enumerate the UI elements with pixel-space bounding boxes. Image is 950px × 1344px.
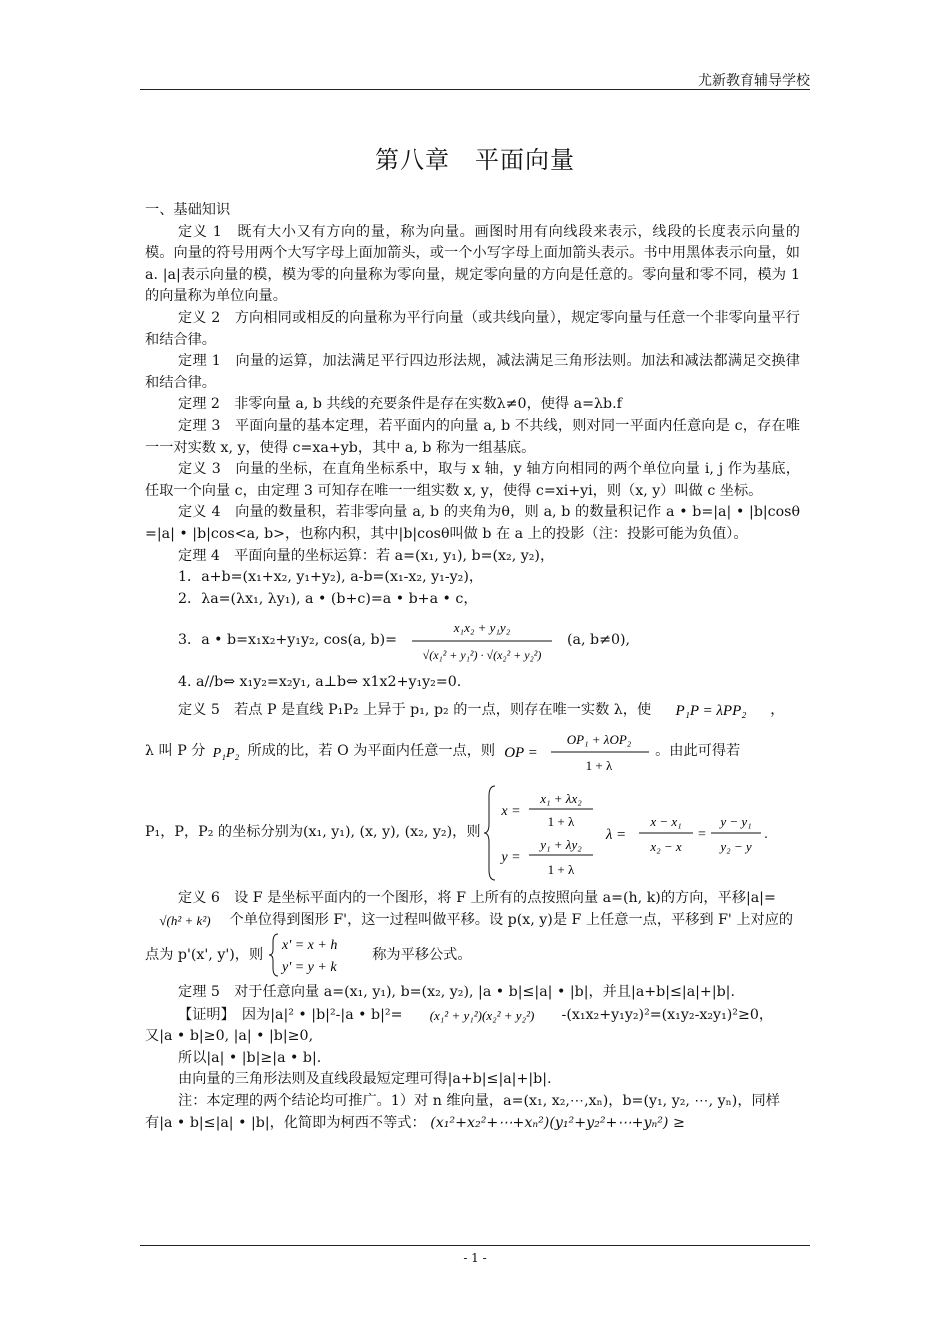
p1p2-segment	[205, 740, 247, 764]
system-x-left: x =	[500, 803, 521, 819]
theorem-4: 定理 4 平面向量的坐标运算：若 a=(x₁, y₁), b=(x₂, y₂)，	[178, 547, 555, 564]
theorem-3: 定理 3 平面向量的基本定理，若平面内的向量 a, b 不共线，则对同一平面内任意向是 c，存在唯一一对实数 x, y，使得 c=xa+yb，其中 a, b 称为一组基底。	[145, 417, 800, 456]
p1p2-segment-text: P₁P₂	[213, 745, 240, 761]
system-x-denominator: 1 + λ	[547, 813, 574, 829]
translation-formula	[268, 932, 368, 978]
system-x-numerator: x₁ + λx₂	[539, 790, 582, 806]
op-numerator: OP₁ + λOP₂	[566, 731, 632, 747]
cosine-denominator: √(x₁² + y₁²) · √(x₂² + y₂²)	[422, 648, 542, 663]
proof-triangle: 由向量的三角形法则及直线段最短定理可得|a+b|≤|a|+|b|.	[178, 1071, 552, 1088]
system-y-numerator: y₁ + λy₂	[539, 836, 582, 852]
lambda-denominator-2: y₂ − y	[719, 838, 752, 854]
page-number: - 1 -	[463, 1251, 487, 1265]
theorem-4-item-3-condition: (a, b≠0),	[567, 632, 631, 649]
lambda-numerator-2: y − y₁	[719, 813, 752, 829]
definition-5-text-a: 定义 5 若点 P 是直线 P₁P₂ 上异于 p₁, p₂ 的一点，则存在唯一实数 λ，使	[178, 701, 652, 718]
theorem-5: 定理 5 对于任意向量 a=(x₁, y₁), b=(x₂, y₂), |a • b|≤|a| • |b|，并且|a+b|≤|a|+|b|.	[178, 984, 735, 1001]
definition-5-text-c: 所成的比，若 O 为平面内任意一点，则	[247, 743, 496, 760]
note	[145, 1091, 800, 1134]
p1p-equation-text: P₁P = λPP₂	[675, 702, 747, 719]
translation-y: y' = y + k	[281, 960, 337, 976]
definition-5-ratio-line	[145, 726, 800, 778]
theorem-1: 定理 1 向量的运算，加法满足平行四边形法规，减法满足三角形法则。加法和减法都满足交换律和结合律。	[145, 353, 800, 391]
definition-6-text-b: 个单位得到图形 F'，这一过程叫做平移。设 p(x, y)是 F 上任意一点，平移到 F' 上对应的点为 p'(x', y')，则	[145, 912, 794, 964]
proof-product-text: (x₁² + y₁²)(x₂² + y₂²)	[429, 1007, 535, 1023]
proof-text-a: 【证明】 因为|a|² • |b|²-|a • b|²=	[178, 1006, 403, 1023]
p1p-equation	[656, 698, 766, 722]
page-title: 第八章 平面向量	[375, 146, 575, 174]
definition-5-text-e: P₁，P，P₂ 的坐标分别为(x₁, y₁), (x, y), (x₂, y₂)，则	[145, 824, 481, 841]
definition-6	[145, 888, 800, 978]
system-y-denominator: 1 + λ	[547, 861, 574, 877]
translation-brace	[269, 934, 278, 976]
theorem-2: 定理 2 非零向量 a, b 共线的充要条件是存在实数λ≠0，使得 a=λb.f	[178, 396, 622, 413]
lambda-left: λ =	[605, 826, 626, 843]
lambda-denominator-1: x₂ − x	[649, 838, 682, 854]
footer-divider	[140, 1245, 810, 1246]
definition-5-coordinates	[145, 782, 800, 884]
section-heading: 一、基础知识	[145, 202, 231, 218]
theorem-4-item-3	[145, 614, 800, 668]
lambda-period: .	[763, 826, 768, 842]
magnitude-formula-text: √(h² + k²)	[159, 913, 211, 929]
system-y-left: y =	[500, 849, 521, 865]
cosine-numerator: x₁x₂ + y₁y₂	[453, 620, 511, 636]
cosine-fraction	[407, 614, 557, 668]
header-divider	[140, 89, 810, 90]
proof-product	[407, 1004, 557, 1026]
note-text: 注：本定理的两个结论均可推广。1）对 n 维向量，a=(x₁, x₂,⋯,xₙ)，b=(y₁, y₂, ⋯, yₙ)，同样有|a • b|≤|a| • |b|，化简即为柯西不等式：	[145, 1093, 780, 1131]
op-formula	[495, 726, 655, 778]
definition-4: 定义 4 向量的数量积，若非零向量 a, b 的夹角为θ，则 a, b 的数量积记作 a • b=|a| • |b|cosθ =|a| • |b|cos<a, b>，也称内积，其中|b|cosθ叫做 b 在 a 上的投影（注：投影可能为负值）。	[145, 504, 800, 542]
system-brace	[484, 786, 495, 880]
translation-x: x' = x + h	[281, 938, 337, 954]
definition-6-text-c: 称为平移公式。	[372, 947, 472, 964]
proof	[145, 1004, 800, 1048]
section-formula-system	[481, 782, 771, 884]
lambda-numerator-1: x − x₁	[649, 813, 682, 829]
document-body	[145, 200, 800, 1134]
header-school-name: 尤新教育辅导学校	[698, 73, 810, 89]
theorem-4-item-1: 1．a+b=(x₁+x₂, y₁+y₂), a-b=(x₁-x₂, y₁-y₂)，	[178, 569, 484, 586]
definition-2: 定义 2 方向相同或相反的向量称为平行向量（或共线向量），规定零向量与任意一个非零向量平行和结合律。	[145, 309, 800, 348]
definition-6-text-a: 定义 6 设 F 是坐标平面内的一个图形，将 F 上所有的点按照向量 a=(h, k)的方向，平移|a|=	[178, 889, 776, 906]
theorem-4-item-3-text: 3．a • b=x₁x₂+y₁y₂, cos(a, b)=	[178, 632, 398, 649]
lambda-equals: =	[697, 826, 706, 842]
magnitude-formula	[145, 909, 225, 931]
theorem-4-item-4: 4. a//b⇔ x₁y₂=x₂y₁, a⊥b⇔ x1x2+y₁y₂=0.	[178, 674, 462, 691]
definition-5-text-b: λ 叫 P 分	[145, 743, 206, 760]
definition-3: 定义 3 向量的坐标，在直角坐标系中，取与 x 轴，y 轴方向相同的两个单位向量 i, j 作为基底，任取一个向量 c，由定理 3 可知存在唯一一组实数 x, y，使得 c=xi+yi，则（x, y）叫做 c 坐标。	[145, 461, 800, 499]
cauchy-inequality: (x₁²+x₂²+⋯+xₙ²)(y₁²+y₂²+⋯+yₙ²) ≥	[430, 1114, 685, 1131]
definition-1: 定义 1 既有大小又有方向的量，称为向量。画图时用有向线段来表示，线段的长度表示向量的模。向量的符号用两个大写字母上面加箭头，或一个小写字母上面加箭头表示。书中用黑体表示向量，如 a. |a|表示向量的模，模为零的向量称为零向量，规定零向量的方向是任意的。零向量和零不同，模为 1 的向量称为单位向量。	[145, 223, 800, 305]
proof-text-b: -(x₁x₂+y₁y₂)²=(x₁y₂-x₂y₁)²≥0，又|a • b|≥0, |a| • |b|≥0,	[145, 1006, 774, 1045]
op-denominator: 1 + λ	[585, 757, 613, 773]
op-left: OP =	[504, 744, 538, 761]
proof-conclusion: 所以|a| • |b|≥|a • b|.	[178, 1049, 322, 1066]
theorem-4-item-2: 2．λa=(λx₁, λy₁), a • (b+c)=a • b+a • c，	[178, 590, 478, 607]
definition-5: 定义 5 若点 P 是直线 P₁P₂ 上异于 p₁, p₂ 的一点，则存在唯一实数 λ，使 P₁P = λPP₂ ，	[145, 698, 800, 722]
definition-5-text-d: 。由此可得若	[655, 743, 741, 760]
